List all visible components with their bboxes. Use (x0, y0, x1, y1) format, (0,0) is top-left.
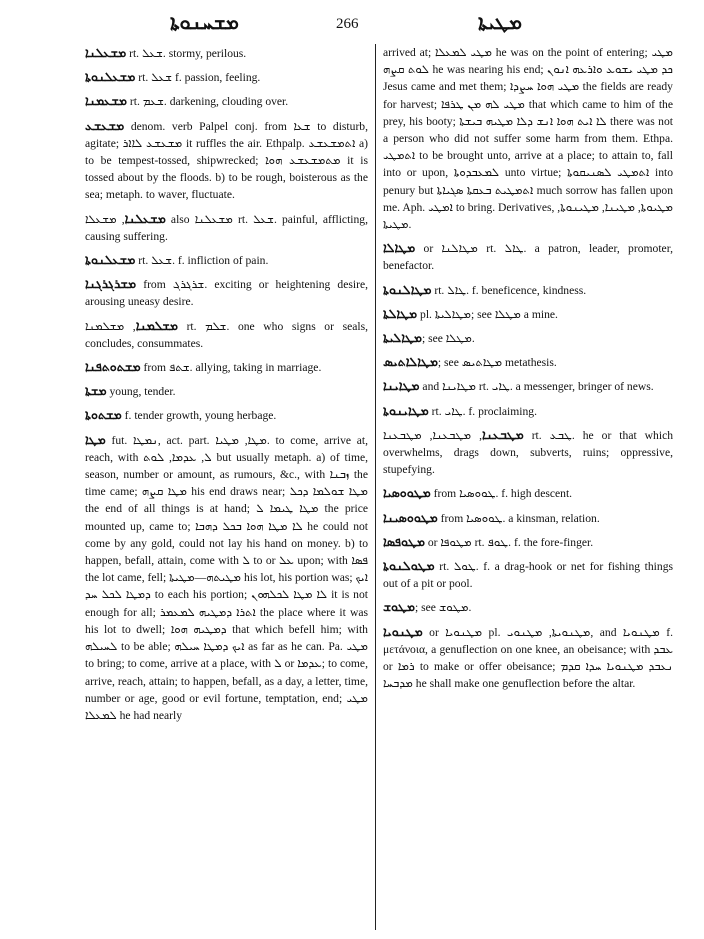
entry-headword: ܡܫܥܡܢܐ (85, 93, 128, 109)
entry-definition: and ܡܛܐܝܢܐ rt. ܛܐܝ. a messenger, bringer of news. (419, 380, 654, 394)
entry-text (383, 377, 673, 395)
entry-definition: rt. ܛܐܠ. f. beneficence, kindness. (431, 283, 587, 297)
entry-headword: ܡܛܘܦܣܐ (383, 533, 425, 549)
entry-text (85, 406, 368, 424)
header-left-catchword: ܡܫܚܢܘܬܐ (170, 12, 239, 34)
dictionary-entry (383, 509, 673, 527)
entry-definition: denom. verb Palpel conj. from ܫܥܐ to disturb, agitate; ܡܫܥܫܥ ܠܐܐܪ it ruffles the air. Ethpalp. ܐܬܡܫܥܫܥ a) to be tempest-tossed, shipwrecked; ܡܬܡܫܥܫܥ ܗܘܐ it is tossed about by the floods. b) to be rough, boisterous as the sea; metaph. to waver, fluctuate. (85, 119, 368, 202)
entry-headword: ܡܛܐܝܢܘܬܐ (383, 402, 429, 418)
dictionary-entry (383, 353, 673, 371)
entry-text (383, 353, 673, 371)
dictionary-entry (85, 275, 368, 310)
page-header (0, 10, 704, 40)
dictionary-entry (383, 557, 673, 592)
entry-definition: fut. ܢܡܛܐ, act. part. ܡܛܐ, ܡܛܝܐ. to come, arrive at, reach, with ܠ, ܥܕܡܐ, ܠܘܬ but usually metaph. a) of time, season, number or amount, as rumours, &c., with ܙܒܢܐ the time came; ܡܛܐ ܩܨܗ his end draws near; ܡܛܐ ܫܘܠܡܐ ܕܟܠ the end of all things is at hand; ܡܛܐ ܛܝܡܐ ܠ the price mounted up, came to; ܠܐ ܡܛܐ ܗܘܐ ܒܟܠ ܕܗܒܐ he could not come by any gold, could not lay his hand on money. b) to happen, befall, attain, come with ܠ to or ܥܠ upon; with ܦܣܐ the lot came, fell; ܡܛܝܬܗ—ܡܛܝܬܐ his lot, his portion was; ܐܝܟ ܕܡܛܐ ܠܟܠ ܚܕ to each his portion; ܠܐ ܡܛܐ ܠܟܠܗܘܢ it is not enough for all; ܐܬܪܐ ܕܡܛܝܗ ܠܡܥܡܪ the place where it was his lot to dwell; ܕܡܛܝܗ ܗܘܐ that which befell him; with ܠܚܝܠܗ to be able; ܐܝܟ ܕܡܛܐ ܚܝܠܗ as far as he can. Pa. ܡܛܝ to bring; to come, arrive at a place, with ܠ or ܥܕܡܐ; to come, arrive, reach, attain; to happen, befall, as a day, a letter, time, number or age, good or evil fortune, temptation, end; ܡܛܝ ܠܡܥܠܐ he had nearly (85, 433, 368, 722)
entry-headword: ܡܛܐܠܐܬܝܣ (383, 354, 438, 370)
entry-definition: rt. ܫܥܡ. darkening, clouding over. (127, 95, 289, 109)
entry-headword: ܡܫܥܠܢܐ (85, 45, 127, 60)
entry-text (383, 329, 673, 347)
dictionary-entry (85, 117, 368, 204)
entry-text (85, 431, 368, 724)
dictionary-entry (383, 329, 673, 347)
entry-definition: from ܫܬܦ. allying, taking in marriage. (140, 361, 322, 375)
dictionary-entry (383, 239, 673, 274)
entry-headword: ܡܫܬܐ (85, 383, 107, 399)
entry-text (85, 210, 368, 245)
dictionary-entry (85, 431, 368, 724)
entry-definition: rt. ܛܘܠ. f. a drag-hook or net for fishing things out of a pit or pool. (383, 560, 673, 591)
entry-text (85, 275, 368, 310)
dictionary-entry (383, 281, 673, 299)
dictionary-entry (85, 358, 368, 376)
page-number: 266 (336, 16, 359, 32)
entry-text (383, 281, 673, 299)
entry-definition: , ܡܫܥܠܐ also ܡܫܥܠܢܐ rt. ܫܥܠ. painful, afflicting, causing suffering. (85, 212, 368, 243)
entry-definition: rt. ܫܥܠ. f. infliction of pain. (135, 254, 269, 268)
entry-definition: rt. ܫܥܠ. stormy, perilous. (126, 47, 247, 60)
left-column (85, 44, 368, 932)
entry-text (383, 402, 673, 420)
dictionary-entry (383, 426, 673, 479)
entry-text (383, 533, 673, 551)
entry-headword: ܡܛܐܠܬܐ (383, 305, 418, 321)
dictionary-entry (85, 92, 368, 110)
entry-text (85, 382, 368, 400)
entry-headword: ܡܛܘܘܣܝܢܐ (383, 509, 438, 525)
entry-headword: ܡܛܐܝܢܐ (383, 378, 420, 394)
entry-definition: from ܫܪܓܪܓ. exciting or heightening desire, arousing uneasy desire. (85, 278, 368, 309)
dictionary-entry (85, 382, 368, 400)
dictionary-entry (85, 210, 368, 245)
entry-text (85, 317, 368, 352)
dictionary-entry (383, 44, 673, 233)
entry-headword: ܡܛܘܠܢܘܬܐ (383, 558, 435, 574)
entry-text (85, 44, 368, 62)
entry-text (383, 239, 673, 274)
entry-definition: young, tender. (106, 385, 176, 399)
entry-text (85, 358, 368, 376)
entry-definition: f. tender growth, young herbage. (121, 409, 277, 423)
entry-text (85, 251, 368, 269)
entry-headword: ܡܛܐܠܐ (383, 240, 416, 256)
entry-text (383, 305, 673, 323)
dictionary-entry (85, 251, 368, 269)
entry-headword: ܡܫܬܘܬܐ (85, 407, 122, 423)
dictionary-entry (383, 402, 673, 420)
entry-definition: or ܡܛܢܘܝܐ pl. ܡܛܢܘܝܬܐ, ܡܛܢܘܝ, and ܡܛܢܘܝܐ f. μετάνοια, a genuflection on one knee, an obeisance; with ܥܒܕ or ܪܡܐ to make or offer obeisance; ܢܥܒܕ ܡܛܢܘܝܐ ܚܕܐ ܩܕܡ ܡܕܒܚܐ he shall make one genuflection before the altar. (383, 625, 673, 691)
entry-text (383, 557, 673, 592)
entry-headword: ܡܛܒܥܢܐ (482, 426, 524, 442)
entry-headword: ܡܛܘܘܣܝܐ (383, 485, 431, 501)
entry-definition: pl. ܡܛܐܠܝܬܐ; see ܡܛܠܐ a mine. (417, 307, 558, 321)
entry-headword: ܡܛܐܠܢܘܬܐ (383, 281, 432, 297)
dictionary-entry (383, 377, 673, 395)
entry-headword: ܡܫܥܫܥ (85, 117, 125, 133)
entry-text (85, 117, 368, 204)
entry-definition: rt. ܫܥܠ f. passion, feeling. (135, 71, 261, 85)
entry-headword: ܡܛܐܠܝܬܐ (383, 330, 422, 346)
right-column (383, 44, 673, 932)
dictionary-entry (383, 484, 673, 502)
entry-definition: ; see ܡܛܘܫ. (415, 601, 472, 615)
entry-headword: ܡܫܪܓܪܓܢܐ (85, 276, 137, 292)
entry-text (85, 92, 368, 110)
entry-headword: ܡܫܥܠܢܘܬܐ (85, 252, 136, 268)
entry-definition: , ܡܫܠܡܢܐ rt. ܫܠܡ. one who signs or seals, concludes, consummates. (85, 319, 368, 350)
entry-text (383, 484, 673, 502)
dictionary-entry (383, 305, 673, 323)
dictionary-entry (383, 623, 673, 693)
dictionary-entry (383, 533, 673, 551)
entry-text (383, 623, 673, 693)
entry-text (383, 44, 673, 233)
entry-definition: or ܡܛܘܦܐ rt. ܛܘܦ. f. the fore-finger. (424, 535, 594, 549)
entry-definition: , ܡܛܒܥܢܐ, ܡܛܒܥܢܐ rt. ܛܒܥ. he or that which overwhelms, drags down, subverts, ruins; oppressive, stupefying. (383, 428, 673, 477)
entry-text (383, 426, 673, 479)
entry-definition: ; see ܡܛܠܐ. (421, 332, 475, 346)
dictionary-entry (85, 406, 368, 424)
entry-headword: ܡܛܢܘܝܐ (383, 623, 423, 639)
entry-text (85, 68, 368, 86)
entry-definition: or ܡܛܐܠܢܐ rt. ܛܐܠ. a patron, leader, promoter, benefactor. (383, 242, 673, 273)
entry-text (383, 598, 673, 616)
dictionary-entry (383, 598, 673, 616)
entry-headword: ܡܛܘܫ (383, 599, 415, 615)
entry-definition: ; see ܡܛܐܬܝܣ metathesis. (437, 356, 557, 370)
dictionary-entry (85, 317, 368, 352)
entry-headword: ܡܛܐ (85, 431, 106, 447)
entry-headword: ܡܫܥܠܢܘܬܐ (85, 69, 136, 85)
entry-headword: ܡܫܥܠܢܐ (124, 210, 166, 226)
dictionary-entry (85, 68, 368, 86)
column-divider (375, 44, 376, 930)
entry-definition: from ܛܘܘܣܝܐ. f. high descent. (430, 487, 573, 501)
header-right-catchword: ܡܛܝܬܐ (478, 12, 522, 34)
entry-headword: ܡܫܠܡܢܐ (135, 317, 178, 333)
entry-text (383, 509, 673, 527)
entry-definition: arrived at; ܡܛܝ ܠܡܥܠܐ he was on the point of entering; ܡܛܝ ܠܘܬ ܩܨܗ he was nearing his end; ܟܕ ܡܛܝ ܝܫܘܥ ܘܐܪܥܗ ܐܢܘܢ Jesus came and met them; ܡܛܝ ܗܘܐ ܚܨܕܐ the fields are ready for harvest; ܡܛܝ ܠܗ ܡܢ ܛܪܦܐ that which came to him of the prey, his booty; ܠܐ ܐܝܬ ܗܘܐ ܐܢܫ ܕܠܐ ܡܛܝܗ ܒܝܫܬܐ there was not a person who did not suffer some harm from them. Ethpa. ܐܬܡܛܝ to be brought unto, arrive at a place; to attain to, fall into or upon, ܠܡܥܒܕܘܬܐ unto virtue; ܐܬܡܛܝ ܠܣܢܝܩܘܬܐ into penury but ܐܬܡܛܝܬ ܒܥܩܬܐ ܣܓܝܐܬܐ much sorrow has fallen upon me. Aph. ܐܡܛܝ to bring. Derivatives, ܡܛܝܘܬܐ, ܡܛܝܢܐ, ܡܛܝܢܘܬܐ, ܡܛܝܬܐ. (383, 46, 673, 232)
entry-definition: from ܛܘܘܣܝܐ. a kinsman, relation. (437, 511, 600, 525)
dictionary-entry (85, 44, 368, 62)
entry-definition: rt. ܛܐܝ. f. proclaiming. (428, 404, 537, 418)
entry-headword: ܡܫܬܘܬܦܢܐ (85, 359, 141, 375)
